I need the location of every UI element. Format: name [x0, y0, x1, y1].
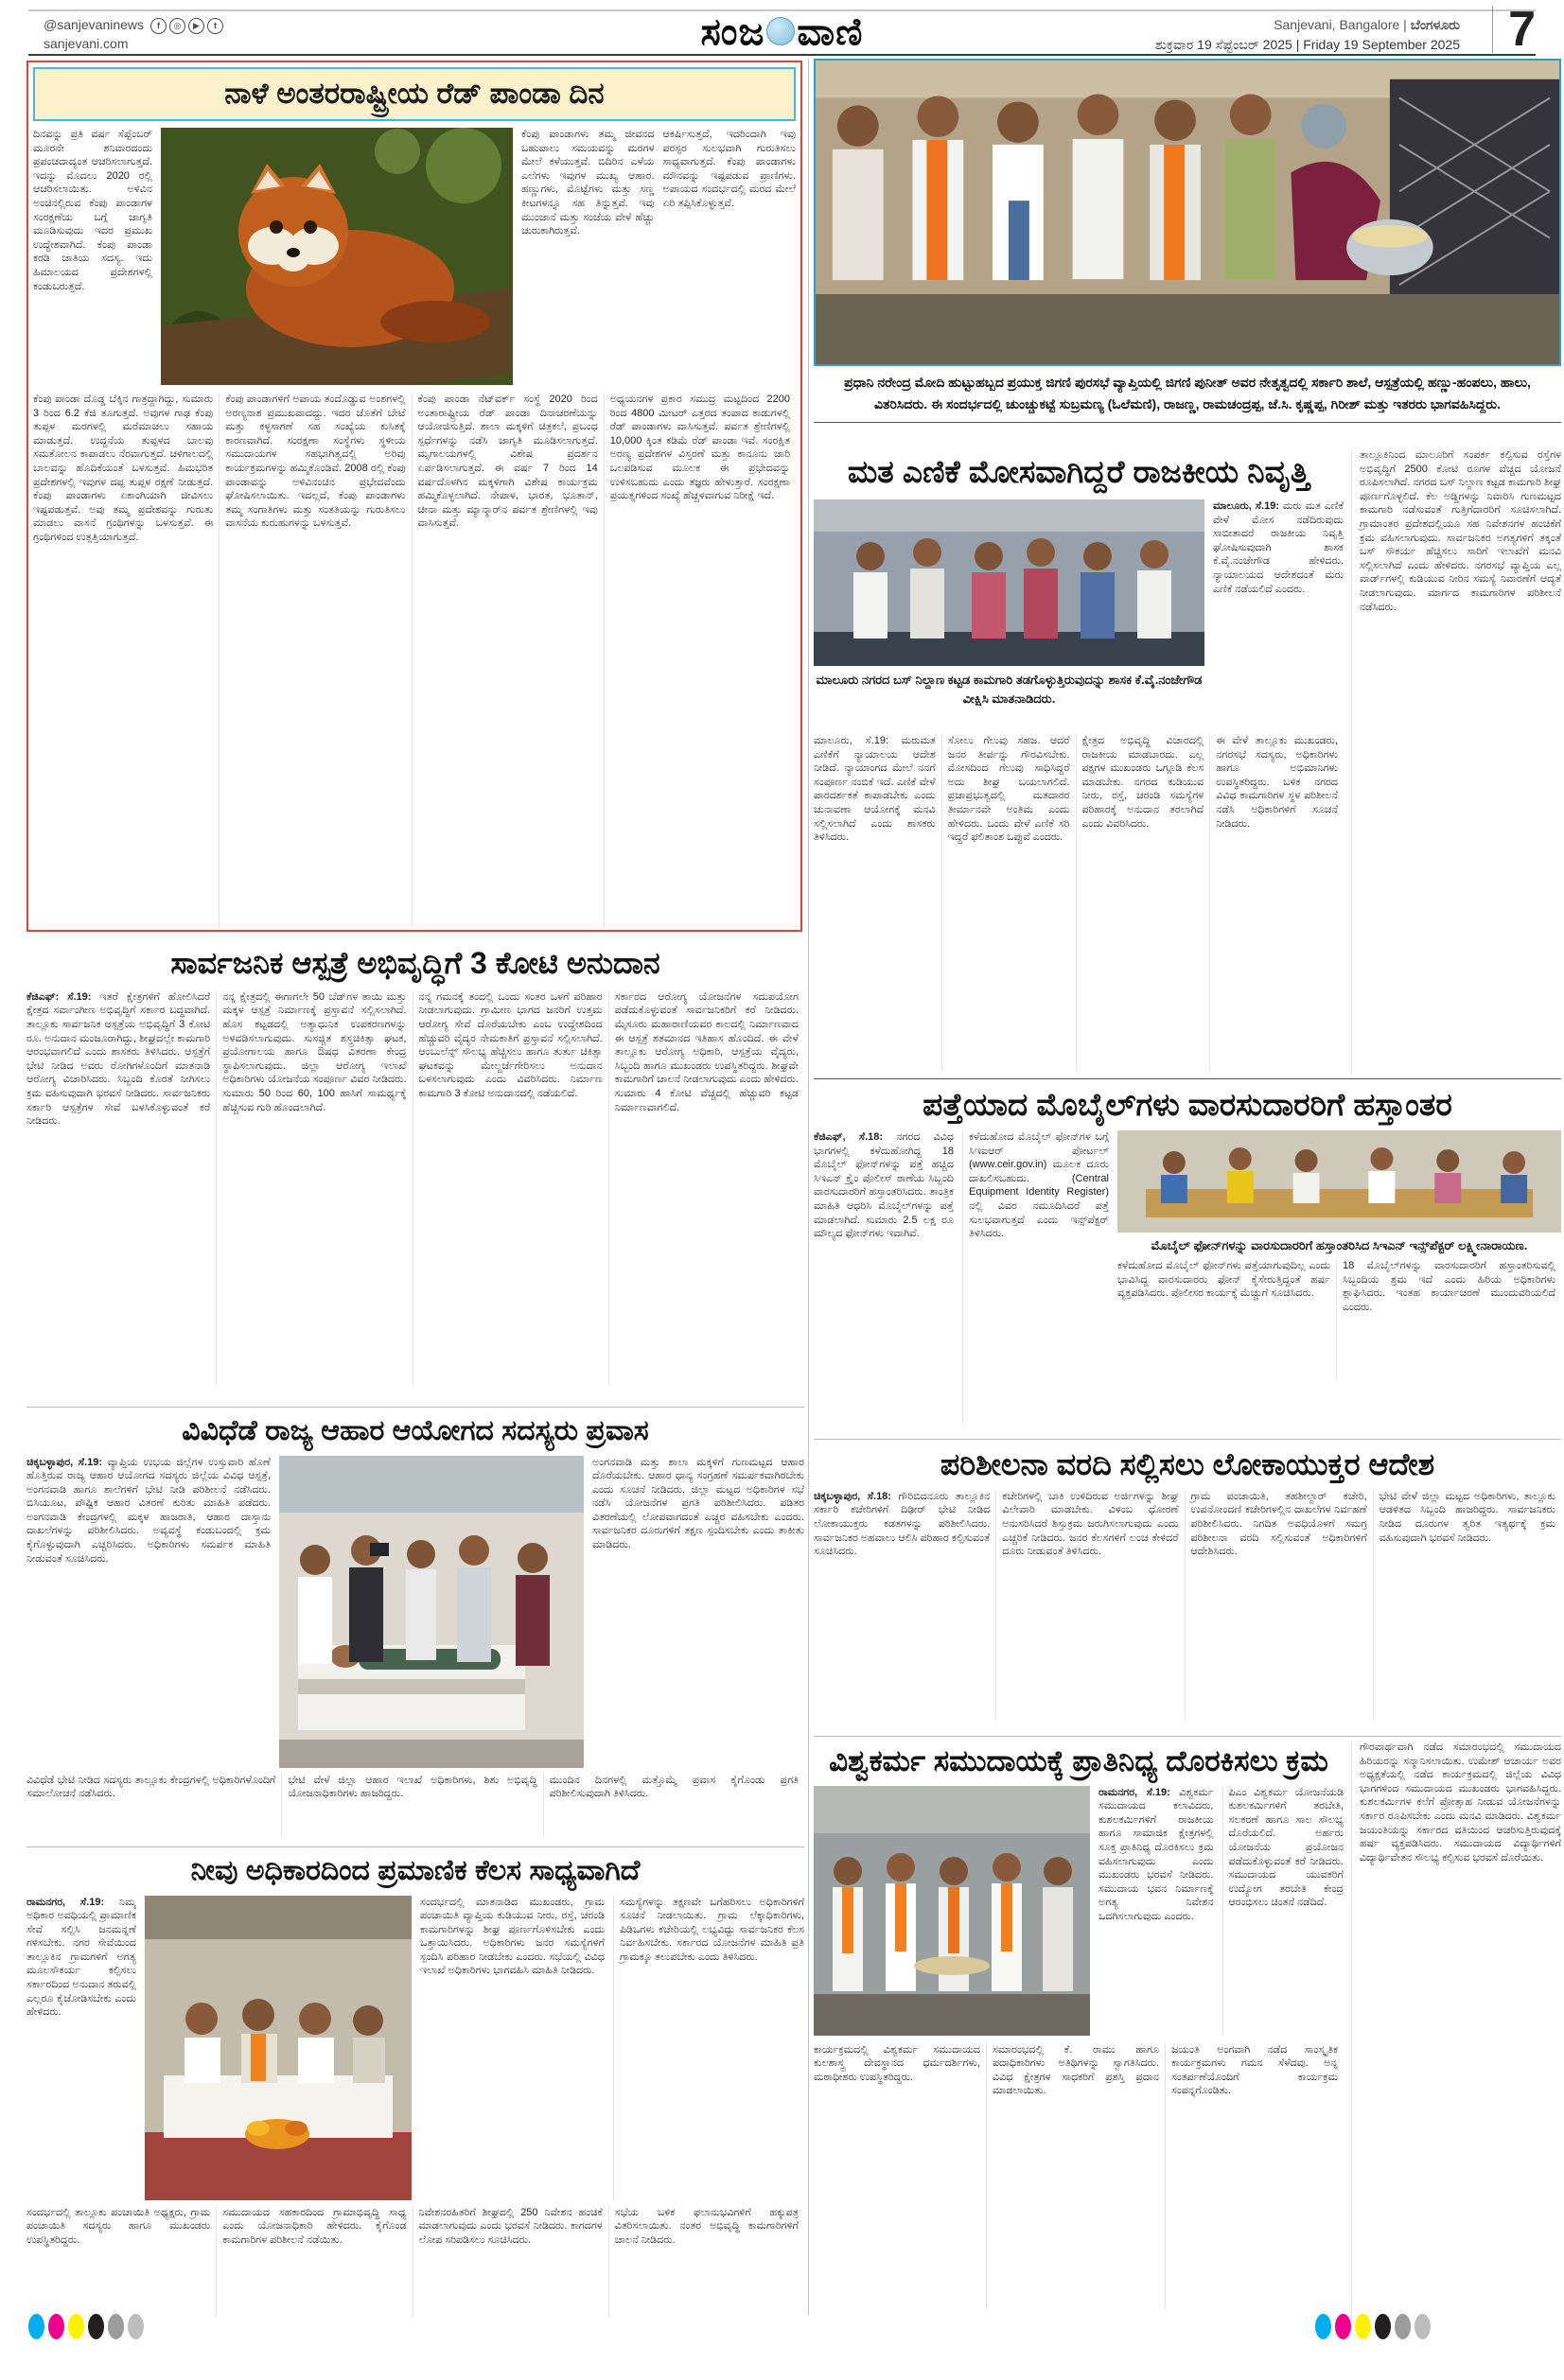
- hospital-visit-photo: [279, 1456, 584, 1768]
- article-column: ಅಂಗನವಾಡಿ ಮತ್ತು ಶಾಲಾ ಮಕ್ಕಳಿಗೆ ಗುಣಮಟ್ಟದ ಆಹಾರ ದೊರೆಯಬೇಕು. ಆಹಾರ ಧಾನ್ಯ ಸಂಗ್ರಹಣೆ ಸಮರ್ಪಕವಾಗಿರಬೇಕು ಎಂದು ಸೂಚನೆ ನೀಡಿದರು. ಜಿಲ್ಲಾ ಮಟ್ಟದ ಅಧಿಕಾರಿಗಳ ಸಭೆ ನಡೆಸಿ ಯೋಜನೆಗಳ ಪ್ರಗತಿ ಪರಿಶೀಲಿಸಿದರು. ಪಡಿತರ ವಿತರಣೆಯಲ್ಲಿ ಲೋಪವಾಗದಂತೆ ಎಚ್ಚರ ವಹಿಸಬೇಕು ಎಂದರು. ಸಾರ್ವಜನಿಕರ ದೂರುಗಳಿಗೆ ತಕ್ಷಣ ಸ್ಪಂದಿಸಬೇಕು ಎಂದು ತಾಕೀತು ಮಾಡಿದರು.: [592, 1456, 804, 1551]
- gray-dot: [128, 2314, 144, 2339]
- article-food-commission: [26, 1407, 804, 1840]
- stage-event-photo: [145, 1896, 412, 2200]
- article-column: 18 ಮೊಬೈಲ್‌ಗಳನ್ನು ವಾರಸುದಾರರಿಗೆ ಹಸ್ತಾಂತರಿಸುವಲ್ಲಿ ಸಿಬ್ಬಂದಿಯ ಶ್ರಮ ಇದೆ ಎಂದು ಹಿರಿಯ ಅಧಿಕಾರಿಗಳು ಶ್ಲಾಘಿಸಿದರು. ಇಂತಹ ಕಾರ್ಯಾಚರಣೆ ಮುಂದುವರಿಯಲಿದೆ ಎಂದರು.: [1336, 1259, 1561, 1380]
- top-photo-block: [814, 59, 1561, 423]
- edition-kn: ಬೆಂಗಳೂರು: [1410, 17, 1460, 32]
- article-column: ಚಿಕ್ಕಬಳ್ಳಾಪುರ, ಸೆ.18: ಗೌರಿಬಿದನೂರು ತಾಲ್ಲೂಕಿನ ಸರ್ಕಾರಿ ಕಚೇರಿಗಳಿಗೆ ದಿಢೀರ್ ಭೇಟಿ ನೀಡಿದ ಲೋಕಾಯುಕ್ತರು ಕಡತಗಳನ್ನು ಪರಿಶೀಲಿಸಿದರು. ಸಾರ್ವಜನಿಕರ ಅಹವಾಲು ಆಲಿಸಿ ಪರಿಹಾರ ಕಲ್ಪಿಸುವಂತೆ ಸೂಚಿಸಿದರು.: [814, 1490, 991, 1558]
- bird-logo-icon: [766, 17, 795, 45]
- article-headline: ವಿವಿಧೆಡೆ ರಾಜ್ಯ ಆಹಾರ ಆಯೋಗದ ಸದಸ್ಯರು ಪ್ರವಾಸ: [182, 1415, 649, 1446]
- article-mobiles-handover: [814, 1078, 1561, 1435]
- article-column: ಕಳೆದುಹೋದ ಮೊಬೈಲ್ ಫೋನ್‌ಗಳು ಪತ್ತೆಯಾಗುವುದಿಲ್ಲ ಎಂದು ಭಾವಿಸಿದ್ದ ವಾರಸುದಾರರು ಫೋನ್ ಕೈಸೇರುತ್ತಿದ್ದಂತೆ ಹರ್ಷ ವ್ಯಕ್ತಪಡಿಸಿದರು. ಪೊಲೀಸರ ಕಾರ್ಯಕ್ಕೆ ಮೆಚ್ಚುಗೆ ಸೂಚಿಸಿದರು.: [1117, 1260, 1330, 1300]
- article-column: ನನ್ನ ಕ್ಷೇತ್ರದಲ್ಲಿ ಈಗಾಗಲೇ 50 ಬೆಡ್‌ಗಳ ತಾಯಿ ಮತ್ತು ಮಕ್ಕಳ ಆಸ್ಪತ್ರೆ ನಿರ್ಮಾಣಕ್ಕೆ ಪ್ರಸ್ತಾವನೆ ಸಲ್ಲಿಸಲಾಗಿದೆ. ಹೊಸ ಕಟ್ಟಡದಲ್ಲಿ ಅತ್ಯಾಧುನಿಕ ಉಪಕರಣಗಳನ್ನು ಅಳವಡಿಸಲಾಗುವುದು. ಸುಸಜ್ಜಿತ ಶಸ್ತ್ರಚಿಕಿತ್ಸಾ ಘಟಕ, ಪ್ರಯೋಗಾಲಯ ಹಾಗೂ ಔಷಧ ವಿತರಣಾ ಕೇಂದ್ರ ಸ್ಥಾಪಿಸಲಾಗುವುದು. ಜಿಲ್ಲಾ ಆರೋಗ್ಯ ಇಲಾಖೆ ಅಧಿಕಾರಿಗಳು ಯೋಜನೆಯ ಸಂಪೂರ್ಣ ವಿವರ ನೀಡಿದರು. ಸುಮಾರು 50 ರಿಂದ 60, 100 ಹಾಸಿಗೆ ಸಾಮರ್ಥ್ಯಕ್ಕೆ ಹೆಚ್ಚಿಸುವ ಗುರಿ ಹೊಂದಲಾಗಿದೆ.: [216, 990, 412, 1386]
- article-column: ಮಾಲೂರು, ಸೆ.19: ಮರುಮತ ಎಣಿಕೆಗೆ ನ್ಯಾಯಾಲಯ ಆದೇಶ ನೀಡಿದೆ. ನ್ಯಾಯಾಂಗದ ಮೇಲೆ ನನಗೆ ಸಂಪೂರ್ಣ ನಂಬಿಕೆ ಇದೆ. ಎಣಿಕೆ ವೇಳೆ ಪಾರದರ್ಶಕತೆ ಕಾಪಾಡಬೇಕು ಎಂದು ಚುನಾವಣಾ ಆಯೋಗಕ್ಕೆ ಮನವಿ ಸಲ್ಲಿಸಲಾಗಿದೆ ಎಂದು ಶಾಸಕರು ತಿಳಿಸಿದರು.: [814, 734, 936, 844]
- article-side-column: ಗೌರವಾರ್ಥವಾಗಿ ನಡೆದ ಸಮಾರಂಭದಲ್ಲಿ ಸಮುದಾಯದ ಹಿರಿಯರನ್ನು ಸನ್ಮಾನಿಸಲಾಯಿತು. ಉಮೇಶ್ ಆಚಾರ್ಯ ಅವರ ಅಧ್ಯಕ್ಷತೆಯಲ್ಲಿ ನಡೆದ ಕಾರ್ಯಕ್ರಮದಲ್ಲಿ ಜಿಲ್ಲೆಯ ವಿವಿಧ ಭಾಗಗಳಿಂದ ಸಮುದಾಯದ ಮುಖಂಡರು ಭಾಗವಹಿಸಿದ್ದರು. ಕುಶಲಕರ್ಮಿಗಳ ಕಲೆಗೆ ಪ್ರೋತ್ಸಾಹ ನೀಡುವ ಯೋಜನೆಗಳನ್ನು ಸರ್ಕಾರ ರೂಪಿಸಬೇಕು ಎಂದು ಮನವಿ ಮಾಡಿದರು. ವಿಶ್ವಕರ್ಮ ಜಯಂತಿಯನ್ನು ಸರ್ಕಾರದ ವತಿಯಿಂದ ಆಚರಿಸುತ್ತಿರುವುದಕ್ಕೆ ಹರ್ಷ ವ್ಯಕ್ತಪಡಿಸಿದರು. ಸಮುದಾಯದ ವಿದ್ಯಾರ್ಥಿಗಳಿಗೆ ವಿದ್ಯಾರ್ಥಿವೇತನ ಸೌಲಭ್ಯ ಕಲ್ಪಿಸುವ ಭರವಸೆ ದೊರೆಯಿತು.: [1351, 1741, 1561, 2322]
- article-column: ಆಕರ್ಷಿಸುತ್ತದೆ, ಇದರಿಂದಾಗಿ ಇವು ಪರಸ್ಪರ ಸುಲಭವಾಗಿ ಗುರುತಿಸಲು ಸಾಧ್ಯವಾಗುತ್ತದೆ. ಕೆಂಪು ಪಾಂಡಾಗಳು ಮೌನವನ್ನು ಇಷ್ಟಪಡುವ ಪ್ರಾಣಿಗಳು. ಅಪಾಯದ ಸಂದರ್ಭದಲ್ಲಿ ಮರದ ಮೇಲೆ ಏರಿ ತಪ್ಪಿಸಿಕೊಳ್ಳುತ್ತವೆ.: [662, 129, 796, 209]
- facebook-icon: f: [150, 18, 167, 34]
- yellow-dot: [1355, 2314, 1371, 2339]
- article-column: ಮಾಲೂರು, ಸೆ.19: ಮರು ಮತ ಎಣಿಕೆ ವೇಳೆ ಮೋಸ ನಡೆದಿರುವುದು ಸಾಬೀತಾದರೆ ರಾಜಕೀಯ ನಿವೃತ್ತಿ ಘೋಷಿಸುವುದಾಗಿ ಶಾಸಕ ಕೆ.ವೈ.ನಂಜೇಗೌಡ ಹೇಳಿದರು. ನ್ಯಾಯಾಲಯದ ಆದೇಶದಂತೆ ಮರು ಎಣಿಕೆ ನಡೆಯಲಿದೆ ಎಂದರು.: [1213, 499, 1344, 595]
- article-column: ರಾಮನಗರ, ಸೆ.19: ನಿಮ್ಮ ಅಧಿಕಾರ ಅವಧಿಯಲ್ಲಿ ಪ್ರಾಮಾಣಿಕ ಸೇವೆ ಸಲ್ಲಿಸಿ ಜನಮನ್ನಣೆ ಗಳಿಸಬೇಕು. ನಗರ ಸೇವೆಯಿಂದ ತಾಲ್ಲೂಕಿನ ಗ್ರಾಮಗಳಿಗೆ ಅಗತ್ಯ ಮೂಲಸೌಕರ್ಯ ಕಲ್ಪಿಸಲು ಸರ್ಕಾರದಿಂದ ಅನುದಾನ ತರುವಲ್ಲಿ ಎಲ್ಲರೂ ಕೈಜೋಡಿಸಬೇಕು ಎಂದು ಹೇಳಿದರು.: [26, 1896, 136, 2019]
- article-column: ಪಿಎಂ ವಿಶ್ವಕರ್ಮ ಯೋಜನೆಯಡಿ ಕುಶಲಕರ್ಮಿಗಳಿಗೆ ತರಬೇತಿ, ಸಲಕರಣೆ ಹಾಗೂ ಸಾಲ ಸೌಲಭ್ಯ ದೊರೆಯಲಿದೆ. ಅರ್ಹರು ಯೋಜನೆಯ ಪ್ರಯೋಜನ ಪಡೆದುಕೊಳ್ಳುವಂತೆ ಕರೆ ನೀಡಿದರು. ಸಮುದಾಯದ ಯುವಕರಿಗೆ ಉದ್ಯೋಗ ತರಬೇತಿ ಕೇಂದ್ರ ಆರಂಭಿಸಲು ಚಿಂತನೆ ನಡೆದಿದೆ.: [1222, 1786, 1344, 2036]
- cyan-dot: [1315, 2314, 1331, 2339]
- article-hospital-grant: [26, 940, 804, 1398]
- header-rule: [28, 54, 1536, 56]
- dateline: ಚಿಕ್ಕಬಳ್ಳಾಪುರ, ಸೆ.18:: [814, 1490, 891, 1502]
- article-vishwakarma: [814, 1736, 1561, 2322]
- article-column: ಕಚೇರಿಗಳಲ್ಲಿ ಬಾಕಿ ಉಳಿದಿರುವ ಅರ್ಜಿಗಳನ್ನು ಶೀಘ್ರ ವಿಲೇವಾರಿ ಮಾಡಬೇಕು. ವಿಳಂಬ ಧೋರಣೆ ಅನುಸರಿಸಿದರೆ ಶಿಸ್ತುಕ್ರಮ ಜರುಗಿಸಲಾಗುವುದು ಎಂದು ಎಚ್ಚರಿಕೆ ನೀಡಿದರು. ಜನರ ಕೆಲಸಗಳಿಗೆ ಲಂಚ ಕೇಳಿದರೆ ದೂರು ನೀಡುವಂತೆ ತಿಳಿಸಿದರು.: [995, 1490, 1184, 1721]
- logo-text-right: ವಾಣಿ: [797, 11, 864, 53]
- article-lokayukta-order: [814, 1439, 1561, 1732]
- page-number: 7: [1492, 6, 1536, 53]
- article-headline: ಪರಿಶೀಲನಾ ವರದಿ ಸಲ್ಲಿಸಲು ಲೋಕಾಯುಕ್ತರ ಆದೇಶ: [940, 1447, 1435, 1481]
- article-column: ಸಂದರ್ಭದಲ್ಲಿ ತಾಲ್ಲೂಕು ಪಂಚಾಯಿತಿ ಅಧ್ಯಕ್ಷರು, ಗ್ರಾಮ ಪಂಚಾಯಿತಿ ಸದಸ್ಯರು ಹಾಗೂ ಮುಖಂಡರು ಉಪಸ್ಥಿತರಿದ್ದರು.: [26, 2206, 211, 2246]
- article-column: ಸಮುದಾಯದ ಸಹಕಾರದಿಂದ ಗ್ರಾಮಾಭಿವೃದ್ಧಿ ಸಾಧ್ಯ ಎಂದು ಯೋಜನಾಧಿಕಾರಿ ಹೇಳಿದರು. ಕೈಗೊಂಡ ಕಾಮಗಾರಿಗಳ ಪರಿಶೀಲನೆ ನಡೆಯಿತು.: [216, 2206, 412, 2318]
- article-headline: ವಿಶ್ವಕರ್ಮ ಸಮುದಾಯಕ್ಕೆ ಪ್ರಾತಿನಿಧ್ಯ ದೊರಕಿಸಲು ಕ್ರಮ: [829, 1744, 1328, 1777]
- article-column: ನನ್ನ ಗಮನಕ್ಕೆ ತಂದಲ್ಲಿ ಒಂದು ಸಂತರ ಒಳಗೆ ಪರಿಹಾರ ನೀಡಲಾಗುವುದು. ಗ್ರಾಮೀಣ ಭಾಗದ ಜನರಿಗೆ ಉತ್ತಮ ಆರೋಗ್ಯ ಸೇವೆ ದೊರೆಯಬೇಕು ಎಂಬ ಉದ್ದೇಶದಿಂದ ಹೆಚ್ಚುವರಿ ವೈದ್ಯರ ನೇಮಕಾತಿಗೆ ಪ್ರಸ್ತಾವನೆ ಸಲ್ಲಿಸಲಾಗಿದೆ. ಆಂಬುಲೆನ್ಸ್ ಸೌಲಭ್ಯ ಹೆಚ್ಚಿಸಲು ಹಾಗೂ ತುರ್ತು ಚಿಕಿತ್ಸಾ ಘಟಕವನ್ನು ಮೇಲ್ದರ್ಜೆಗೇರಿಸಲು ಅನುದಾನ ಬಳಸಲಾಗುವುದು ಎಂದು ವಿವರಿಸಿದರು. ನಿರ್ಮಾಣ ಕಾಮಗಾರಿ 3 ಕೋಟಿ ಅನುದಾನದಲ್ಲಿ ನಡೆಯಲಿದೆ.: [413, 990, 608, 1386]
- article-honest-work: [26, 1846, 804, 2319]
- article-headline: ಸಾರ್ವಜನಿಕ ಆಸ್ಪತ್ರೆ ಅಭಿವೃದ್ಧಿಗೆ 3 ಕೋಟಿ ಅನುದಾನ: [170, 946, 660, 980]
- print-registration-marks-right: [1315, 2314, 1434, 2340]
- article-column: ಕ್ಷೇತ್ರದ ಅಭಿವೃದ್ಧಿ ವಿಚಾರದಲ್ಲಿ ರಾಜಕೀಯ ಮಾಡಬಾರದು. ಎಲ್ಲ ಪಕ್ಷಗಳ ಮುಖಂಡರು ಒಗ್ಗೂಡಿ ಕೆಲಸ ಮಾಡಬೇಕು. ನಗರದ ಕುಡಿಯುವ ನೀರು, ರಸ್ತೆ, ಚರಂಡಿ ಸಮಸ್ಯೆಗಳ ಪರಿಹಾರಕ್ಕೆ ಅನುದಾನ ತರಲಾಗಿದೆ ಎಂದು ವಿವರಿಸಿದರು.: [1076, 734, 1210, 1071]
- instagram-icon: ◎: [169, 18, 185, 34]
- article-column: ಸಂದರ್ಭದಲ್ಲಿ ಮಾತನಾಡಿದ ಮುಖಂಡರು, ಗ್ರಾಮ ಪಂಚಾಯಿತಿ ವ್ಯಾಪ್ತಿಯ ಕುಡಿಯುವ ನೀರು, ರಸ್ತೆ, ಚರಂಡಿ ಕಾಮಗಾರಿಗಳನ್ನು ಶೀಘ್ರ ಪೂರ್ಣಗೊಳಿಸಬೇಕು ಎಂದು ಒತ್ತಾಯಿಸಿದರು. ಅಧಿಕಾರಿಗಳು ಜನರ ಸಮಸ್ಯೆಗಳಿಗೆ ಸ್ಪಂದಿಸಿ ಪರಿಹಾರ ನೀಡಬೇಕು ಎಂದರು. ಸಭೆಯಲ್ಲಿ ವಿವಿಧ ಇಲಾಖೆ ಅಧಿಕಾರಿಗಳು ಭಾಗವಹಿಸಿ ಮಾಹಿತಿ ನೀಡಿದರು.: [420, 1896, 605, 1977]
- article-column: ಭೇಟಿ ವೇಳೆ ಜಿಲ್ಲಾ ಮಟ್ಟದ ಅಧಿಕಾರಿಗಳು, ತಾಲ್ಲೂಕು ಆಡಳಿತದ ಸಿಬ್ಬಂದಿ ಹಾಜರಿದ್ದರು. ಸಾರ್ವಜನಿಕರು ನೀಡಿದ ದೂರುಗಳ ತ್ವರಿತ ಇತ್ಯರ್ಥಕ್ಕೆ ಕ್ರಮ ವಹಿಸುವುದಾಗಿ ಭರವಸೆ ನೀಡಿದರು.: [1373, 1490, 1561, 1721]
- main-content: [26, 59, 1561, 2322]
- article-side-column: ತಾಲ್ಲೂಕಿನಿಂದ ಮಾಲೂರಿಗೆ ಸಂಪರ್ಕ ಕಲ್ಪಿಸುವ ರಸ್ತೆಗಳ ಅಭಿವೃದ್ಧಿಗೆ 2500 ಕೋಟಿ ರೂಗಳ ವೆಚ್ಚದ ಯೋಜನೆ ರೂಪಿಸಲಾಗಿದೆ. ನಗರದ ಬಸ್ ನಿಲ್ದಾಣ ಕಟ್ಟಡ ಕಾಮಗಾರಿ ಶೀಘ್ರ ಪೂರ್ಣಗೊಳ್ಳಲಿದೆ. ಕೆಲ ಅಡ್ಡಿಗಳನ್ನು ನಿವಾರಿಸಿ ಗುಣಮಟ್ಟದ ಕಾಮಗಾರಿ ನಡೆಸುವಂತೆ ಗುತ್ತಿಗೆದಾರರಿಗೆ ಸೂಚಿಸಲಾಗಿದೆ. ಗ್ರಾಮಾಂತರ ಪ್ರದೇಶದಲ್ಲಿಯೂ ಸಹ ನಿವೇಶನಗಳ ಹಂಚಿಕೆಗೆ ಕ್ರಮ ವಹಿಸಲಾಗುವುದು. ಸಾರ್ವಜನಿಕರ ಅಗತ್ಯಗಳಿಗೆ ತಕ್ಕಂತೆ ಬಸ್ ಸೌಕರ್ಯ ಹೆಚ್ಚಿಸಲು ಸಾರಿಗೆ ಇಲಾಖೆಗೆ ಮನವಿ ಸಲ್ಲಿಸಲಾಗಿದೆ ಎಂದು ಹೇಳಿದರು. ನಗರಸಭೆ ವ್ಯಾಪ್ತಿಯ ಎಲ್ಲ ವಾರ್ಡ್‌ಗಳಲ್ಲಿ ಕುಡಿಯುವ ನೀರಿನ ಸಮಸ್ಯೆ ನಿವಾರಣೆಗೆ ಆದ್ಯತೆ ನೀಡಲಾಗುವುದು. ಮಾರ್ಗದ ಕಾಮಗಾರಿಗಳ ಪರಿಶೀಲನೆ ನಡೆಸಿದರು.: [1351, 448, 1561, 1075]
- dateline: ಚಿಕ್ಕಬಳ್ಳಾಪುರ, ಸೆ.19:: [26, 1456, 103, 1468]
- article-column: ಸಭೆಯ ಬಳಿಕ ಫಲಾನುಭವಿಗಳಿಗೆ ಹಕ್ಕುಪತ್ರ ವಿತರಿಸಲಾಯಿತು. ನಂತರ ಅಭಿವೃದ್ಧಿ ಕಾಮಗಾರಿಗಳಿಗೆ ಚಾಲನೆ ನೀಡಿದರು.: [608, 2206, 804, 2318]
- article-column: ಜಯಂತಿ ಅಂಗವಾಗಿ ನಡೆದ ಸಾಂಸ್ಕೃತಿಕ ಕಾರ್ಯಕ್ರಮಗಳು ಗಮನ ಸೆಳೆದವು. ಅನ್ನ ಸಂತರ್ಪಣೆಯೊಂದಿಗೆ ಕಾರ್ಯಕ್ರಮ ಸಂಪನ್ನಗೊಂಡಿತು.: [1165, 2043, 1344, 2310]
- article-column: ನಿವೇಶನರಹಿತರಿಗೆ ಶೀಘ್ರದಲ್ಲಿ 250 ನಿವೇಶನ ಹಂಚಿಕೆ ಮಾಡಲಾಗುವುದು ಎಂದು ಭರವಸೆ ನೀಡಿದರು. ಕಾಗದಗಳ ಲೋಪ ಸರಿಪಡಿಸಲು ಸೂಚಿಸಿದರು.: [413, 2206, 608, 2318]
- vishwakarma-group-photo: [814, 1786, 1090, 2036]
- dateline: ರಾಮನಗರ, ಸೆ.19:: [26, 1896, 105, 1908]
- article-column: ಕಾರ್ಯಕ್ರಮದಲ್ಲಿ ವಿಶ್ವಕರ್ಮ ಸಮುದಾಯದ ಕುಲಶಾಸ್ತ್ರ ದೇವಸ್ಥಾನದ ಧರ್ಮದರ್ಶಿಗಳು, ಮಠಾಧೀಶರು ಉಪಸ್ಥಿತರಿದ್ದರು.: [814, 2043, 980, 2083]
- article-column: ದಿನವನ್ನು ಪ್ರತಿ ವರ್ಷ ಸೆಪ್ಟೆಂಬರ್ ಮೂರನೇ ಶನಿವಾರದಂದು ಪ್ರಪಂಚದಾದ್ಯಂತ ಆಚರಿಸಲಾಗುತ್ತದೆ. ಇದನ್ನು ಮೊದಲು 2020 ರಲ್ಲಿ ಆಚರಿಸಲಾಯಿತು. ಅಳಿವಿನ ಅಂಚಿನಲ್ಲಿರುವ ಕೆಂಪು ಪಾಂಡಾಗಳ ಸಂರಕ್ಷಣೆಯ ಬಗ್ಗೆ ಜಾಗೃತಿ ಮೂಡಿಸುವುದು ಇದರ ಪ್ರಮುಖ ಉದ್ದೇಶವಾಗಿದೆ. ಕೆಂಪು ಪಾಂಡಾ ಕರಡಿ ಜಾತಿಯ ಸದಸ್ಯ. ಇದು ಹಿಮಾಲಯದ ಪ್ರದೇಶಗಳಲ್ಲಿ ಕಂಡುಬರುತ್ತದೆ.: [33, 129, 152, 292]
- gray-dot: [108, 2314, 124, 2339]
- article-column: ವಿವಿಧೆಡೆ ಭೇಟಿ ನೀಡಿದ ಸದಸ್ಯರು ತಾಲ್ಲೂಕು ಕೇಂದ್ರಗಳಲ್ಲಿ ಅಧಿಕಾರಿಗಳೊಂದಿಗೆ ಸಮಾಲೋಚನೆ ನಡೆಸಿದರು.: [26, 1774, 276, 1800]
- dateline: ಮಾಲೂರು, ಸೆ.19:: [1213, 499, 1279, 512]
- yellow-dot: [68, 2314, 84, 2339]
- black-dot: [88, 2314, 104, 2339]
- article-vote-counting: [814, 448, 1561, 1075]
- twitter-icon: t: [207, 18, 223, 34]
- article-column: ಕೆಜಿಎಫ್: ಸೆ.19: ಇತರೆ ಕ್ಷೇತ್ರಗಳಿಗೆ ಹೋಲಿಸಿದರೆ ಕ್ಷೇತ್ರದ ಸರ್ವಾಂಗೀಣ ಅಭಿವೃದ್ಧಿಗೆ ಸರ್ಕಾರ ಬದ್ಧವಾಗಿದೆ. ತಾಲ್ಲೂಕು ಸಾರ್ವಜನಿಕ ಆಸ್ಪತ್ರೆಯ ಅಭಿವೃದ್ಧಿಗೆ 3 ಕೋಟಿ ರೂ. ಅನುದಾನ ಮಂಜೂರಾಗಿದ್ದು, ಶೀಘ್ರದಲ್ಲೇ ಕಾಮಗಾರಿ ಆರಂಭವಾಗಲಿದೆ ಎಂದು ಶಾಸಕರು ತಿಳಿಸಿದರು. ಆಸ್ಪತ್ರೆಗೆ ಭೇಟಿ ನೀಡಿದ ಅವರು ರೋಗಿಗಳೊಂದಿಗೆ ಮಾತನಾಡಿ ಆರೋಗ್ಯ ವಿಚಾರಿಸಿದರು. ಸಿಬ್ಬಂದಿ ಕೊರತೆ ನೀಗಿಸಲು ಕ್ರಮ ವಹಿಸುವುದಾಗಿ ಭರವಸೆ ನೀಡಿದರು. ಸಾರ್ವಜನಿಕರು ಸರ್ಕಾರಿ ಆಸ್ಪತ್ರೆಗಳ ಸೇವೆ ಬಳಸಿಕೊಳ್ಳುವಂತೆ ಕರೆ ನೀಡಿದರು.: [26, 990, 211, 1128]
- article-column: ಕೆಂಪು ಪಾಂಡಾ ದೊಡ್ಡ ಬೆಕ್ಕಿನ ಗಾತ್ರದ್ದಾಗಿದ್ದು, ಸುಮಾರು 3 ರಿಂದ 6.2 ಕೆಜಿ ತೂಗುತ್ತದೆ. ಅವುಗಳ ಗಾಢ ಕೆಂಪು ತುಪ್ಪಳ ಮರಗಳಲ್ಲಿ ಮರೆಮಾಚಲು ಸಹಾಯ ಮಾಡುತ್ತದೆ. ಉದ್ದನೆಯ ತುಪ್ಪಳದ ಬಾಲವು ಸಮತೋಲನ ಕಾಪಾಡಲು ನೆರವಾಗುತ್ತದೆ. ಚಳಿಗಾಲದಲ್ಲಿ ಬಾಲವನ್ನು ಹೊದಿಕೆಯಂತೆ ಬಳಸುತ್ತವೆ. ಹಿಮಭರಿತ ಪ್ರದೇಶಗಳಲ್ಲಿ ಇವುಗಳ ದಪ್ಪ ತುಪ್ಪಳ ರಕ್ಷಣೆ ನೀಡುತ್ತದೆ. ಕೆಂಪು ಪಾಂಡಾಗಳು ಏಕಾಂಗಿಯಾಗಿ ಜೀವಿಸಲು ಇಷ್ಟಪಡುತ್ತವೆ. ಅವು ತಮ್ಮ ಪ್ರದೇಶವನ್ನು ಗುರುತು ಮಾಡಲು ವಾಸನೆ ಗ್ರಂಥಿಗಳನ್ನು ಬಳಸುತ್ತವೆ. ಈ ಗ್ರಂಥಿಗಳಿಂದ ಉತ್ಪತ್ತಿಯಾಗುತ್ತದೆ.: [33, 394, 214, 543]
- article-column: ಕೆಂಪು ಪಾಂಡಾಗಳಿಗೆ ಅಪಾಯ ತಂದೊಡ್ಡುವ ಅಂಶಗಳಲ್ಲಿ ಅರಣ್ಯನಾಶ ಪ್ರಮುಖವಾದದ್ದು. ಇದರ ಜೊತೆಗೆ ಬೇಟೆ ಮತ್ತು ಕಳ್ಳಸಾಗಣೆ ಸಹ ಸಂಖ್ಯೆಯ ಕುಸಿತಕ್ಕೆ ಕಾರಣವಾಗಿದೆ. ಸಂರಕ್ಷಣಾ ಸಂಸ್ಥೆಗಳು ಸ್ಥಳೀಯ ಸಮುದಾಯಗಳ ಸಹಭಾಗಿತ್ವದಲ್ಲಿ ಅರಿವು ಕಾರ್ಯಕ್ರಮಗಳನ್ನು ಹಮ್ಮಿಕೊಂಡಿವೆ. 2008 ರಲ್ಲಿ ಕೆಂಪು ಪಾಂಡಾವನ್ನು ಅಳಿವಿನಂಚಿನ ಪ್ರಭೇದವೆಂದು ಘೋಷಿಸಲಾಯಿತು. ಇದಲ್ಲದೆ, ಕೆಂಪು ಪಾಂಡಾಗಳು ತಮ್ಮ ಸಂಗಾತಿಗಳು ಮತ್ತು ಸಂತತಿಯನ್ನು ಗುರುತಿಸಲು ವಾಸನೆಯ ಕುರುಹುಗಳನ್ನು ಬಳಸುತ್ತವೆ.: [219, 393, 411, 928]
- gray-dot: [1415, 2314, 1431, 2339]
- magenta-dot: [48, 2314, 64, 2339]
- article-column: ಕಳೆದುಹೋದ ಮೊಬೈಲ್ ಫೋನ್‌ಗಳ ಬಗ್ಗೆ ಸಿಇಐಆರ್ ಪೋರ್ಟಲ್ (www.ceir.gov.in) ಮೂಲಕ ದೂರು ದಾಖಲಿಸಬಹುದು. (Central Equipment Identity Register) ನಲ್ಲಿ ವಿವರ ನಮೂದಿಸಿದರೆ ಪತ್ತೆ ಸುಲಭವಾಗುತ್ತದೆ ಎಂದು ಇನ್ಸ್‌ಪೆಕ್ಟರ್ ತಿಳಿಸಿದರು.: [962, 1130, 1109, 1426]
- black-dot: [1375, 2314, 1391, 2339]
- print-registration-marks-left: [28, 2314, 148, 2340]
- gray-dot: [1395, 2314, 1411, 2339]
- edition-en: Sanjevani, Bangalore |: [1274, 17, 1407, 32]
- article-column: ಸಮಸ್ಯೆಗಳನ್ನು ತಕ್ಷಣವೇ ಬಗೆಹರಿಸಲು ಅಧಿಕಾರಿಗಳಿಗೆ ಸೂಚನೆ ನೀಡಲಾಯಿತು. ಗ್ರಾಮ ಲೆಕ್ಕಾಧಿಕಾರಿಗಳು, ಪಿಡಿಒಗಳು ಕಚೇರಿಯಲ್ಲಿ ಲಭ್ಯವಿದ್ದು ಸಾರ್ವಜನಿಕರ ಕೆಲಸ ನಿರ್ವಹಿಸಬೇಕು. ಸರ್ಕಾರದ ಯೋಜನೆಗಳ ಮಾಹಿತಿ ಪ್ರತಿ ಗ್ರಾಮಕ್ಕೂ ತಲುಪಬೇಕು ಎಂದು ತಿಳಿಸಿದರು.: [613, 1896, 804, 2200]
- article-column: ಸೋಲು ಗೆಲುವು ಸಹಜ. ಆದರೆ ಜನರ ತೀರ್ಪನ್ನು ಗೌರವಿಸಬೇಕು. ಮೋಸದಿಂದ ಗೆಲುವು ಸಾಧಿಸಿದ್ದರೆ ಅದು ಶೀಘ್ರ ಬಯಲಾಗಲಿದೆ. ಪ್ರಜಾಪ್ರಭುತ್ವದಲ್ಲಿ ಮತದಾರರ ತೀರ್ಮಾನವೇ ಅಂತಿಮ ಎಂದು ಹೇಳಿದರು. ಒಂದು ವೇಳೆ ಎಣಿಕೆ ಸರಿ ಇದ್ದರೆ ಫಲಿತಾಂಶ ಒಪ್ಪುವೆ ಎಂದರು.: [941, 734, 1076, 1071]
- masthead-right: [1155, 15, 1460, 55]
- article-column: ರಾಮನಗರ, ಸೆ.19: ವಿಶ್ವಕರ್ಮ ಸಮುದಾಯದ ಕಲಾವಿದರು, ಕುಶಲಕರ್ಮಿಗಳಿಗೆ ರಾಜಕೀಯ ಹಾಗೂ ಸಾಮಾಜಿಕ ಕ್ಷೇತ್ರಗಳಲ್ಲಿ ಸೂಕ್ತ ಪ್ರಾತಿನಿಧ್ಯ ದೊರಕಿಸಲು ಕ್ರಮ ವಹಿಸಲಾಗುವುದು ಎಂದು ಮುಖಂಡರು ಭರವಸೆ ನೀಡಿದರು. ಸಮುದಾಯ ಭವನ ನಿರ್ಮಾಣಕ್ಕೆ ಅಗತ್ಯ ನಿವೇಶನ ಒದಗಿಸಲಾಗುವುದು ಎಂದರು.: [1098, 1786, 1214, 1922]
- cyan-dot: [28, 2314, 44, 2339]
- bus-stand-photo: [814, 499, 1204, 666]
- logo-text-left: ಸಂಜ: [700, 11, 765, 53]
- article-column: ಕೆಂಪು ಪಾಂಡಾ ನೆಟ್‌ವರ್ಕ್ ಸಂಸ್ಥೆ 2020 ರಿಂದ ಅಂತಾರಾಷ್ಟ್ರೀಯ ರೆಡ್ ಪಾಂಡಾ ದಿನಾಚರಣೆಯನ್ನು ಆಯೋಜಿಸುತ್ತಿದೆ. ಶಾಲಾ ಮಕ್ಕಳಿಗೆ ಚಿತ್ರಕಲೆ, ಪ್ರಬಂಧ ಸ್ಪರ್ಧೆಗಳನ್ನು ನಡೆಸಿ ಜಾಗೃತಿ ಮೂಡಿಸಲಾಗುತ್ತದೆ. ಮೃಗಾಲಯಗಳಲ್ಲಿ ವಿಶೇಷ ಪ್ರದರ್ಶನ ಏರ್ಪಡಿಸಲಾಗುತ್ತದೆ. ಈ ವರ್ಷ 7 ರಿಂದ 14 ವರ್ಷದೊಳಗಿನ ಮಕ್ಕಳಿಗಾಗಿ ವಿಶೇಷ ಕಾರ್ಯಕ್ರಮ ಹಮ್ಮಿಕೊಳ್ಳಲಾಗಿದೆ. ನೇಪಾಳ, ಭಾರತ, ಭೂತಾನ್, ಚೀನಾ ಮತ್ತು ಮ್ಯಾನ್ಮಾರ್‌ನ ಪರ್ವತ ಶ್ರೇಣಿಗಳಲ್ಲಿ ಇವು ವಾಸಿಸುತ್ತವೆ.: [412, 393, 604, 928]
- photo-caption: ಮಾಲೂರು ನಗರದ ಬಸ್ ನಿಲ್ದಾಣ ಕಟ್ಟಡ ಕಾಮಗಾರಿ ತಡಗೊಳ್ಳುತ್ತಿರುವುದನ್ನು ಶಾಸಕ ಕೆ.ವೈ.ನಂಜೇಗೌಡ ವೀಕ್ಷಿಸಿ ಮಾತನಾಡಿದರು.: [816, 672, 1203, 707]
- article-column: ಕೆಂಪು ಪಾಂಡಾಗಳು ತಮ್ಮ ಜೀವನದ ಬಹುಪಾಲು ಸಮಯವನ್ನು ಮರಗಳ ಮೇಲೆ ಕಳೆಯುತ್ತವೆ. ಬಿದಿರಿನ ಎಳೆಯ ಎಲೆಗಳು ಇವುಗಳ ಮುಖ್ಯ ಆಹಾರ. ಹಣ್ಣುಗಳು, ಮೊಟ್ಟೆಗಳು ಮತ್ತು ಸಣ್ಣ ಕೀಟಗಳನ್ನೂ ಸಹ ತಿನ್ನುತ್ತವೆ. ಇವು ಮುಂಜಾನೆ ಮತ್ತು ಸಂಜೆಯ ವೇಳೆ ಹೆಚ್ಚು ಚುರುಕಾಗಿರುತ್ತವೆ.: [521, 129, 655, 237]
- article-column: ಭೇಟಿ ವೇಳೆ ಜಿಲ್ಲಾ ಆಹಾರ ಇಲಾಖೆ ಅಧಿಕಾರಿಗಳು, ಶಿಶು ಅಭಿವೃದ್ಧಿ ಯೋಜನಾಧಿಕಾರಿಗಳು ಹಾಜರಿದ್ದರು.: [281, 1774, 542, 1836]
- article-headline: ಪತ್ತೆಯಾದ ಮೊಬೈಲ್‌ಗಳು ವಾರಸುದಾರರಿಗೆ ಹಸ್ತಾಂತರ: [923, 1087, 1452, 1122]
- article-column: ಗ್ರಾಮ ಪಂಚಾಯಿತಿ, ತಹಶೀಲ್ದಾರ್ ಕಚೇರಿ, ಉಪನೋಂದಣಿ ಕಚೇರಿಗಳಲ್ಲಿನ ದಾಖಲೆಗಳ ನಿರ್ವಹಣೆ ಪರಿಶೀಲಿಸಿದರು. ನಿಗದಿತ ಅವಧಿಯೊಳಗೆ ಸಮಗ್ರ ಪರಿಶೀಲನಾ ವರದಿ ಸಲ್ಲಿಸುವಂತೆ ಅಧಿಕಾರಿಗಳಿಗೆ ಆದೇಶಿಸಿದರು.: [1185, 1490, 1373, 1721]
- modi-birthday-event-photo: [814, 59, 1561, 366]
- article-headline: ನೀವು ಅಧಿಕಾರದಿಂದ ಪ್ರಮಾಣಿಕ ಕೆಲಸ ಸಾಧ್ಯವಾಗಿದೆ: [190, 1855, 641, 1886]
- article-column: ಸರ್ಕಾರದ ಆರೋಗ್ಯ ಯೋಜನೆಗಳ ಸದುಪಯೋಗ ಪಡೆದುಕೊಳ್ಳುವಂತೆ ಸಾರ್ವಜನಿಕರಿಗೆ ಕರೆ ನೀಡಿದರು. ಮೈಸೂರು ಮಹಾರಾಣಿಯವರ ಕಾಲದಲ್ಲಿ ನಿರ್ಮಾಣವಾದ ಈ ಆಸ್ಪತ್ರೆ ಶತಮಾನದ ಇತಿಹಾಸ ಹೊಂದಿದೆ. ಈ ವೇಳೆ ತಾಲ್ಲೂಕು ಆರೋಗ್ಯ ಅಧಿಕಾರಿ, ಆಸ್ಪತ್ರೆಯ ವೈದ್ಯರು, ಸಿಬ್ಬಂದಿ ಹಾಗೂ ಮುಖಂಡರು ಉಪಸ್ಥಿತರಿದ್ದರು. ಶೀಘ್ರವೇ ಕಾಮಗಾರಿಗೆ ಚಾಲನೆ ನೀಡಲಾಗುವುದು ಎಂದು ಹೇಳಿದರು. ಸುಮಾರು 4 ಕೋಟಿ ವೆಚ್ಚದಲ್ಲಿ ಹೆಚ್ಚುವರಿ ಕಟ್ಟಡ ನಿರ್ಮಾಣವಾಗಲಿದೆ.: [608, 990, 804, 1386]
- article-column: ಚಿಕ್ಕಬಳ್ಳಾಪುರ, ಸೆ.19: ವ್ಯಾಪ್ತಿಯ ಉಭಯ ಜಿಲ್ಲೆಗಳ ಉಸ್ತುವಾರಿ ಹೊಣೆ ಹೊತ್ತಿರುವ ರಾಜ್ಯ ಆಹಾರ ಆಯೋಗದ ಸದಸ್ಯರು ಜಿಲ್ಲೆಯ ವಿವಿಧ ಆಸ್ಪತ್ರೆ, ಅಂಗನವಾಡಿ ಹಾಗೂ ಶಾಲೆಗಳಿಗೆ ಭೇಟಿ ನೀಡಿ ಪರಿಶೀಲನೆ ನಡೆಸಿದರು. ಬಿಸಿಯೂಟ, ಪೌಷ್ಟಿಕ ಆಹಾರ ವಿತರಣೆ ಕುರಿತು ಮಾಹಿತಿ ಪಡೆದರು. ಅಂಗನವಾಡಿ ಕೇಂದ್ರಗಳಲ್ಲಿ ಮಕ್ಕಳ ಹಾಜರಾತಿ, ಆಹಾರ ದಾಸ್ತಾನು ದಾಖಲೆಗಳನ್ನು ಪರಿಶೀಲಿಸಿದರು. ಅವ್ಯವಸ್ಥೆ ಕಂಡುಬಂದಲ್ಲಿ ಕ್ರಮ ಕೈಗೊಳ್ಳುವುದಾಗಿ ಎಚ್ಚರಿಸಿದರು. ಅಧಿಕಾರಿಗಳು ಸಮರ್ಪಕ ಮಾಹಿತಿ ನೀಡುವಂತೆ ಸೂಚಿಸಿದರು.: [26, 1456, 271, 1565]
- article-column: ಸಮಾರಂಭದಲ್ಲಿ ಕೆ. ರಾಮು ಹಾಗೂ ಪದಾಧಿಕಾರಿಗಳು ಅತಿಥಿಗಳನ್ನು ಸ್ವಾಗತಿಸಿದರು. ವಿವಿಧ ಕ್ಷೇತ್ರಗಳ ಸಾಧಕರಿಗೆ ಪ್ರಶಸ್ತಿ ಪ್ರದಾನ ಮಾಡಲಾಯಿತು.: [986, 2043, 1165, 2310]
- article-column: ಈ ವೇಳೆ ತಾಲ್ಲೂಕು ಮುಖಂಡರು, ನಗರಸಭೆ ಸದಸ್ಯರು, ಅಧಿಕಾರಿಗಳು ಹಾಗೂ ಅಭಿಮಾನಿಗಳು ಉಪಸ್ಥಿತರಿದ್ದರು. ಬಳಿಕ ನಗರದ ವಿವಿಧ ಕಾಮಗಾರಿಗಳ ಸ್ಥಳ ಪರಿಶೀಲನೆ ನಡೆಸಿ ಅಧಿಕಾರಿಗಳಿಗೆ ಸೂಚನೆ ನೀಡಿದರು.: [1209, 734, 1344, 1071]
- article-red-panda: [26, 61, 802, 932]
- youtube-icon: ▶: [188, 18, 204, 34]
- article-column: ಅಧ್ಯಯನಗಳ ಪ್ರಕಾರ ಸಮುದ್ರ ಮಟ್ಟದಿಂದ 2200 ರಿಂದ 4800 ಮೀಟರ್ ಎತ್ತರದ ತಂಪಾದ ಕಾಡುಗಳಲ್ಲಿ ರೆಡ್ ಪಾಂಡಾಗಳು ವಾಸಿಸುತ್ತವೆ. ಪರ್ವತ ಶ್ರೇಣಿಗಳಲ್ಲಿ 10,000 ಕ್ಕಿಂತ ಕಡಿಮೆ ರೆಡ್ ಪಾಂಡಾ ಇವೆ. ಸಂರಕ್ಷಿತ ಅರಣ್ಯ ಪ್ರದೇಶಗಳ ವಿಸ್ತರಣೆ ಮತ್ತು ಕಾನೂನು ಜಾರಿ ಬಲಪಡಿಸುವ ಮೂಲಕ ಈ ಪ್ರಭೇದವನ್ನು ಉಳಿಸಬಹುದು ಎಂದು ತಜ್ಞರು ಹೇಳುತ್ತಾರೆ. ಸಂರಕ್ಷಣಾ ಪ್ರಯತ್ನಗಳಿಂದ ಸಂಖ್ಯೆ ಹೆಚ್ಚಳವಾಗುವ ನಿರೀಕ್ಷೆ ಇದೆ.: [604, 393, 796, 928]
- dateline: ಕೆಜಿಎಫ್, ಸೆ.18:: [814, 1130, 884, 1143]
- dateline: ರಾಮನಗರ, ಸೆ.19:: [1098, 1786, 1170, 1798]
- photo-caption: ಪ್ರಧಾನಿ ನರೇಂದ್ರ ಮೋದಿ ಹುಟ್ಟುಹಬ್ಬದ ಪ್ರಯುಕ್ತ ಜಿಗಣಿ ಪುರಸಭೆ ವ್ಯಾಪ್ತಿಯಲ್ಲಿ ಜಿಗಣಿ ಪುನೀತ್ ಅವರ ನೇತೃತ್ವದಲ್ಲಿ ಸರ್ಕಾರಿ ಶಾಲೆ, ಆಸ್ಪತ್ರೆಯಲ್ಲಿ ಹಣ್ಣು-ಹಂಪಲು, ಹಾಲು, ವಿತರಿಸಿದರು. ಈ ಸಂದರ್ಭದಲ್ಲಿ ಚುಂಚ್ಚುಕಟ್ಟೆ ಸುಬ್ರಮಣ್ಯ (ಓಲೆಮಣಿ), ರಾಜಣ್ಣ, ರಾಮಚಂದ್ರಪ್ಪ, ಜೆ.ಸಿ. ಕೃಷ್ಣಪ್ಪ, ಗಿರೀಶ್ ಮತ್ತು ಇತರರು ಭಾಗವಹಿಸಿದ್ದರು.: [814, 366, 1561, 423]
- dateline: ಕೆಜಿಎಫ್: ಸೆ.19:: [26, 990, 92, 1003]
- website: sanjevani.com: [44, 36, 129, 51]
- article-column: ಮುಂದಿನ ದಿನಗಳಲ್ಲಿ ಮತ್ತೊಮ್ಮೆ ಪ್ರವಾಸ ಕೈಗೊಂಡು ಪ್ರಗತಿ ಪರಿಶೀಲಿಸುವುದಾಗಿ ತಿಳಿಸಿದರು.: [543, 1774, 804, 1836]
- article-headline: ಮತ ಎಣಿಕೆ ಮೋಸವಾಗಿದ್ದರೆ ರಾಜಕೀಯ ನಿವೃತ್ತಿ: [847, 454, 1310, 489]
- date-line: ಶುಕ್ರವಾರ 19 ಸೆಪ್ಟೆಂಬರ್ 2025 | Friday 19 September 2025: [1154, 37, 1460, 52]
- section-divider: [808, 59, 809, 2315]
- red-panda-photo: [161, 128, 513, 385]
- article-headline: ನಾಳೆ ಅಂತರರಾಷ್ಟ್ರೀಯ ರೆಡ್ ಪಾಂಡಾ ದಿನ: [33, 67, 796, 121]
- mobile-handover-photo: [1117, 1130, 1561, 1233]
- photo-caption: ಮೊಬೈಲ್ ಫೋನ್‌ಗಳನ್ನು ವಾರಸುದಾರರಿಗೆ ಹಸ್ತಾಂತರಿಸಿದ ಸಿಇಎನ್ ಇನ್ಸ್‌ಪೆಕ್ಟರ್ ಲಕ್ಷ್ಮೀನಾರಾಯಣ.: [1151, 1237, 1528, 1252]
- social-handle: @sanjevaninews: [44, 17, 145, 32]
- magenta-dot: [1335, 2314, 1351, 2339]
- article-column: ಕೆಜಿಎಫ್, ಸೆ.18: ನಗರದ ವಿವಿಧ ಭಾಗಗಳಲ್ಲಿ ಕಳೆದುಹೋಗಿದ್ದ 18 ಮೊಬೈಲ್ ಫೋನ್‌ಗಳನ್ನು ಪತ್ತೆ ಹಚ್ಚಿದ ಸಿಇಎನ್ ಕ್ರೈಂ ಪೊಲೀಸ್ ಠಾಣೆಯ ಸಿಬ್ಬಂದಿ ವಾರಸುದಾರರಿಗೆ ಹಸ್ತಾಂತರಿಸಿದರು. ತಾಂತ್ರಿಕ ಮಾಹಿತಿ ಆಧರಿಸಿ ಮೊಬೈಲ್‌ಗಳನ್ನು ಪತ್ತೆ ಮಾಡಲಾಗಿದೆ. ಸುಮಾರು 2.5 ಲಕ್ಷ ರೂ ಮೌಲ್ಯದ ಫೋನ್‌ಗಳು ಇವಾಗಿವೆ.: [814, 1130, 954, 1240]
